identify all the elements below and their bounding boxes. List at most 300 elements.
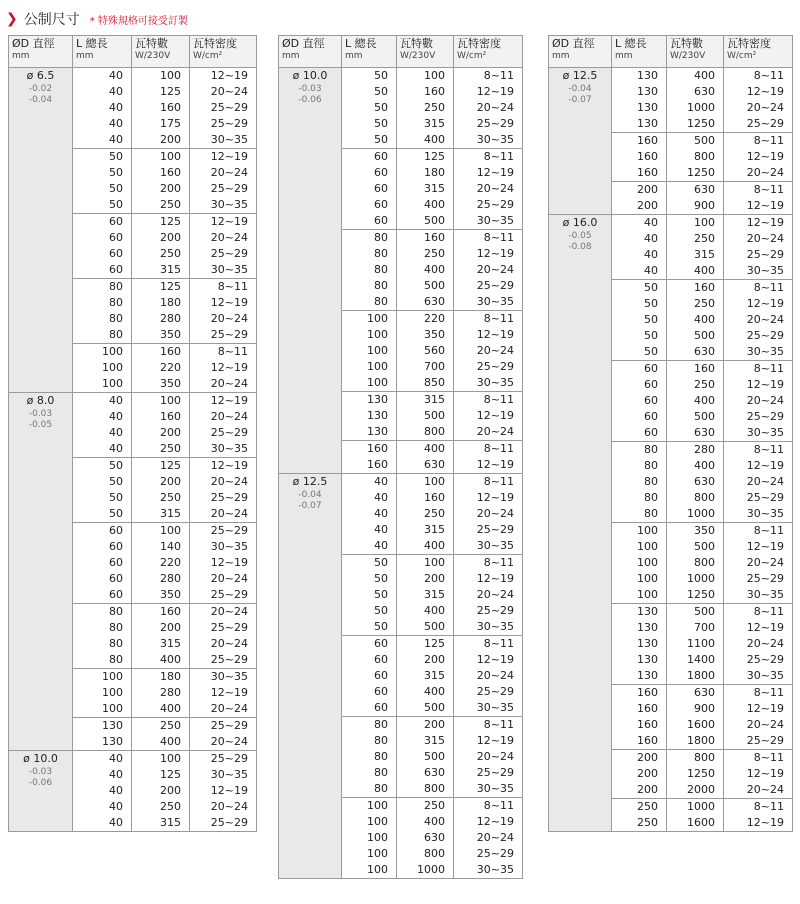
length-value: 60 [342, 700, 397, 717]
wattage-value: 400 [667, 312, 724, 328]
length-value: 60 [612, 361, 667, 378]
diameter-value: ø 16.0 [562, 216, 598, 229]
wattage-value: 1600 [667, 717, 724, 733]
density-value: 12~19 [454, 84, 523, 100]
length-value: 130 [612, 652, 667, 668]
wattage-value: 180 [397, 165, 454, 181]
length-value: 100 [612, 587, 667, 604]
wattage-value: 400 [397, 684, 454, 700]
wattage-value: 250 [397, 100, 454, 116]
density-value: 20~24 [454, 587, 523, 603]
density-value: 20~24 [190, 799, 257, 815]
header-length-label: L 總長 [76, 37, 108, 50]
density-value: 20~24 [724, 312, 793, 328]
density-value: 12~19 [190, 783, 257, 799]
length-value: 130 [612, 68, 667, 85]
density-value: 8~11 [724, 799, 793, 816]
density-value: 25~29 [190, 815, 257, 832]
wattage-value: 160 [397, 84, 454, 100]
length-value: 80 [342, 246, 397, 262]
length-value: 60 [73, 262, 132, 279]
density-value: 20~24 [190, 165, 257, 181]
wattage-value: 250 [397, 506, 454, 522]
density-value: 30~35 [190, 669, 257, 686]
wattage-value: 1800 [667, 733, 724, 750]
length-value: 40 [612, 215, 667, 232]
length-value: 100 [73, 685, 132, 701]
density-value: 20~24 [190, 636, 257, 652]
density-value: 25~29 [724, 247, 793, 263]
header-length-unit: mm [76, 51, 94, 61]
length-value: 100 [73, 344, 132, 361]
length-value: 130 [612, 84, 667, 100]
density-value: 12~19 [454, 733, 523, 749]
wattage-value: 500 [667, 539, 724, 555]
density-value: 20~24 [454, 830, 523, 846]
length-value: 40 [342, 506, 397, 522]
length-value: 160 [612, 701, 667, 717]
density-value: 8~11 [724, 133, 793, 150]
wattage-value: 400 [397, 814, 454, 830]
density-value: 12~19 [190, 555, 257, 571]
header-density-label: 瓦特密度 [193, 37, 237, 50]
wattage-value: 700 [397, 359, 454, 375]
tolerance-lower: -0.07 [568, 95, 592, 105]
length-value: 100 [73, 669, 132, 686]
density-value: 8~11 [724, 604, 793, 621]
density-value: 25~29 [724, 733, 793, 750]
wattage-value: 200 [132, 474, 190, 490]
length-value: 50 [342, 100, 397, 116]
length-value: 50 [73, 181, 132, 197]
density-value: 25~29 [454, 359, 523, 375]
length-value: 50 [342, 68, 397, 85]
wattage-value: 160 [132, 604, 190, 621]
density-value: 25~29 [190, 246, 257, 262]
length-value: 60 [342, 165, 397, 181]
diameter-cell [9, 68, 73, 393]
header-diameter-unit: mm [282, 51, 300, 61]
diameter-value: ø 6.5 [26, 69, 55, 82]
length-value: 80 [73, 327, 132, 344]
wattage-value: 100 [132, 68, 190, 85]
wattage-value: 350 [667, 523, 724, 540]
density-value: 30~35 [454, 132, 523, 149]
wattage-value: 630 [397, 457, 454, 474]
length-value: 80 [342, 765, 397, 781]
header-length-unit: mm [345, 51, 363, 61]
length-value: 80 [73, 636, 132, 652]
wattage-value: 250 [667, 377, 724, 393]
density-value: 12~19 [454, 814, 523, 830]
length-value: 50 [342, 619, 397, 636]
tolerance-lower: -0.06 [28, 778, 53, 788]
length-value: 80 [342, 230, 397, 247]
length-value: 40 [73, 441, 132, 458]
density-value: 20~24 [190, 84, 257, 100]
wattage-value: 400 [132, 701, 190, 718]
density-value: 30~35 [724, 668, 793, 685]
length-value: 60 [342, 149, 397, 166]
wattage-value: 125 [132, 214, 190, 231]
wattage-value: 1250 [667, 165, 724, 182]
wattage-value: 500 [667, 604, 724, 621]
wattage-value: 280 [132, 571, 190, 587]
wattage-value: 160 [667, 361, 724, 378]
header-diameter-unit: mm [12, 51, 30, 61]
length-value: 50 [73, 197, 132, 214]
wattage-value: 800 [667, 555, 724, 571]
diameter-cell [9, 393, 73, 751]
wattage-value: 125 [397, 636, 454, 653]
density-value: 8~11 [724, 280, 793, 297]
density-value: 30~35 [190, 262, 257, 279]
wattage-value: 160 [132, 409, 190, 425]
wattage-value: 160 [132, 100, 190, 116]
density-value: 20~24 [724, 555, 793, 571]
length-value: 40 [612, 231, 667, 247]
length-value: 250 [612, 815, 667, 832]
density-value: 20~24 [190, 230, 257, 246]
density-value: 12~19 [724, 539, 793, 555]
length-value: 60 [73, 571, 132, 587]
custom-order-note: * 特殊規格可接受訂製 [89, 15, 188, 27]
header-wattage-unit: W/230V [135, 51, 171, 61]
wattage-value: 630 [397, 765, 454, 781]
wattage-value: 400 [667, 393, 724, 409]
wattage-value: 125 [132, 279, 190, 296]
wattage-value: 280 [132, 311, 190, 327]
density-value: 12~19 [454, 246, 523, 262]
length-value: 130 [612, 604, 667, 621]
wattage-value: 200 [132, 783, 190, 799]
header-diameter [549, 36, 612, 68]
length-value: 60 [342, 213, 397, 230]
wattage-value: 400 [667, 68, 724, 85]
wattage-value: 800 [397, 781, 454, 798]
length-value: 100 [612, 571, 667, 587]
wattage-value: 200 [132, 425, 190, 441]
density-value: 8~11 [454, 636, 523, 653]
wattage-value: 350 [397, 327, 454, 343]
length-value: 130 [342, 408, 397, 424]
length-value: 80 [342, 781, 397, 798]
density-value: 25~29 [454, 684, 523, 700]
wattage-value: 800 [667, 750, 724, 767]
wattage-value: 1600 [667, 815, 724, 832]
diameter-cell [9, 751, 73, 832]
wattage-value: 800 [397, 846, 454, 862]
wattage-value: 800 [667, 490, 724, 506]
tolerance-upper: -0.04 [298, 490, 322, 500]
density-value: 12~19 [190, 214, 257, 231]
wattage-value: 315 [132, 636, 190, 652]
density-value: 20~24 [190, 311, 257, 327]
density-value: 25~29 [724, 652, 793, 668]
wattage-value: 250 [397, 246, 454, 262]
header-density-unit: W/cm² [457, 51, 487, 61]
density-value: 20~24 [190, 376, 257, 393]
length-value: 40 [73, 393, 132, 410]
wattage-value: 200 [132, 620, 190, 636]
density-value: 12~19 [190, 458, 257, 475]
header-wattage-label: 瓦特數 [135, 37, 168, 50]
density-value: 30~35 [190, 539, 257, 555]
length-value: 250 [612, 799, 667, 816]
density-value: 8~11 [454, 555, 523, 572]
density-value: 12~19 [724, 377, 793, 393]
wattage-value: 630 [667, 182, 724, 199]
length-value: 50 [342, 116, 397, 132]
header-wattage-label: 瓦特數 [400, 37, 433, 50]
header-density [724, 36, 793, 68]
wattage-value: 500 [397, 619, 454, 636]
length-value: 60 [73, 246, 132, 262]
density-value: 12~19 [724, 84, 793, 100]
wattage-value: 900 [667, 198, 724, 215]
density-value: 25~29 [190, 523, 257, 540]
length-value: 100 [342, 343, 397, 359]
header-length [342, 36, 397, 68]
wattage-value: 100 [397, 474, 454, 491]
length-value: 60 [73, 523, 132, 540]
density-value: 20~24 [190, 409, 257, 425]
density-value: 25~29 [190, 181, 257, 197]
table-row [279, 474, 523, 491]
wattage-value: 1000 [667, 799, 724, 816]
density-value: 20~24 [724, 100, 793, 116]
length-value: 130 [612, 100, 667, 116]
density-value: 25~29 [724, 490, 793, 506]
length-value: 130 [612, 620, 667, 636]
tolerance-lower: -0.04 [28, 95, 53, 105]
density-value: 30~35 [454, 213, 523, 230]
length-value: 60 [612, 409, 667, 425]
length-value: 40 [73, 815, 132, 832]
density-value: 20~24 [454, 100, 523, 116]
header-wattage [132, 36, 190, 68]
length-value: 60 [612, 393, 667, 409]
density-value: 20~24 [724, 782, 793, 799]
wattage-value: 1000 [667, 571, 724, 587]
length-value: 50 [73, 506, 132, 523]
density-value: 25~29 [190, 425, 257, 441]
length-value: 100 [342, 359, 397, 375]
wattage-value: 160 [397, 490, 454, 506]
table-row [549, 68, 793, 85]
wattage-value: 350 [132, 376, 190, 393]
wattage-value: 900 [667, 701, 724, 717]
length-value: 100 [342, 846, 397, 862]
density-value: 30~35 [190, 441, 257, 458]
density-value: 8~11 [454, 441, 523, 458]
density-value: 8~11 [724, 523, 793, 540]
length-value: 40 [73, 783, 132, 799]
length-value: 200 [612, 182, 667, 199]
header-diameter [279, 36, 342, 68]
length-value: 40 [73, 799, 132, 815]
wattage-value: 350 [132, 327, 190, 344]
density-value: 25~29 [724, 409, 793, 425]
length-value: 80 [73, 604, 132, 621]
length-value: 100 [342, 375, 397, 392]
wattage-value: 500 [397, 700, 454, 717]
length-value: 100 [342, 830, 397, 846]
wattage-value: 630 [667, 685, 724, 702]
wattage-value: 160 [132, 165, 190, 181]
density-value: 12~19 [454, 652, 523, 668]
density-value: 30~35 [190, 197, 257, 214]
length-value: 60 [73, 230, 132, 246]
diameter-cell [279, 474, 342, 879]
page-title: 公制尺寸 [23, 12, 80, 28]
wattage-value: 1250 [667, 116, 724, 133]
density-value: 25~29 [190, 116, 257, 132]
density-value: 25~29 [190, 751, 257, 768]
density-value: 8~11 [454, 68, 523, 85]
length-value: 40 [612, 263, 667, 280]
length-value: 80 [612, 490, 667, 506]
length-value: 130 [73, 734, 132, 751]
length-value: 60 [342, 181, 397, 197]
wattage-value: 2000 [667, 782, 724, 799]
density-value: 20~24 [190, 571, 257, 587]
tolerance-lower: -0.06 [298, 95, 322, 105]
density-value: 25~29 [724, 328, 793, 344]
density-value: 25~29 [454, 116, 523, 132]
header-wattage [667, 36, 724, 68]
diameter-value: ø 10.0 [292, 69, 328, 82]
wattage-value: 500 [397, 278, 454, 294]
wattage-value: 160 [397, 230, 454, 247]
density-value: 20~24 [190, 604, 257, 621]
header-wattage-unit: W/230V [400, 51, 436, 61]
length-value: 50 [342, 555, 397, 572]
wattage-value: 250 [132, 197, 190, 214]
density-value: 8~11 [454, 230, 523, 247]
density-value: 12~19 [190, 149, 257, 166]
length-value: 160 [612, 165, 667, 182]
wattage-value: 1000 [667, 506, 724, 523]
density-value: 30~35 [454, 700, 523, 717]
length-value: 100 [73, 376, 132, 393]
length-value: 100 [342, 798, 397, 815]
wattage-value: 400 [397, 441, 454, 458]
length-value: 60 [612, 425, 667, 442]
length-value: 80 [73, 652, 132, 669]
tolerance-upper: -0.03 [28, 767, 53, 777]
density-value: 25~29 [454, 197, 523, 213]
density-value: 8~11 [454, 474, 523, 491]
wattage-value: 315 [397, 181, 454, 197]
wattage-value: 1000 [397, 862, 454, 879]
tolerance-upper: -0.03 [28, 409, 53, 419]
density-value: 20~24 [190, 701, 257, 718]
length-value: 100 [342, 327, 397, 343]
wattage-value: 180 [132, 669, 190, 686]
table-row [9, 68, 257, 85]
length-value: 80 [342, 278, 397, 294]
length-value: 60 [342, 636, 397, 653]
density-value: 25~29 [190, 327, 257, 344]
header-wattage-unit: W/230V [670, 51, 706, 61]
header-density [190, 36, 257, 68]
density-value: 12~19 [724, 149, 793, 165]
wattage-value: 400 [132, 652, 190, 669]
diameter-value: ø 10.0 [23, 752, 58, 765]
density-value: 20~24 [724, 636, 793, 652]
length-value: 40 [73, 84, 132, 100]
density-value: 20~24 [454, 668, 523, 684]
density-value: 12~19 [724, 215, 793, 232]
section-header [6, 8, 188, 30]
length-value: 60 [342, 668, 397, 684]
density-value: 25~29 [190, 100, 257, 116]
wattage-value: 200 [132, 132, 190, 149]
density-value: 8~11 [454, 149, 523, 166]
wattage-value: 315 [397, 392, 454, 409]
wattage-value: 200 [397, 571, 454, 587]
length-value: 80 [342, 733, 397, 749]
length-value: 50 [73, 149, 132, 166]
wattage-value: 100 [397, 68, 454, 85]
length-value: 130 [73, 718, 132, 735]
length-value: 40 [73, 409, 132, 425]
wattage-value: 315 [667, 247, 724, 263]
table-row [279, 68, 523, 85]
length-value: 50 [342, 587, 397, 603]
length-value: 50 [612, 312, 667, 328]
wattage-value: 315 [132, 262, 190, 279]
length-value: 80 [342, 717, 397, 734]
density-value: 20~24 [724, 165, 793, 182]
density-value: 12~19 [190, 685, 257, 701]
length-value: 160 [612, 733, 667, 750]
wattage-value: 850 [397, 375, 454, 392]
length-value: 40 [73, 751, 132, 768]
table-row [549, 215, 793, 232]
tolerance-lower: -0.05 [28, 420, 53, 430]
length-value: 130 [612, 116, 667, 133]
length-value: 50 [342, 571, 397, 587]
wattage-value: 100 [132, 523, 190, 540]
length-value: 80 [342, 294, 397, 311]
table-row [9, 393, 257, 410]
density-value: 20~24 [190, 506, 257, 523]
length-value: 80 [612, 474, 667, 490]
length-value: 40 [73, 100, 132, 116]
density-value: 30~35 [454, 619, 523, 636]
wattage-value: 1250 [667, 766, 724, 782]
wattage-value: 500 [397, 213, 454, 230]
wattage-value: 1000 [667, 100, 724, 116]
wattage-value: 250 [132, 718, 190, 735]
table-row [9, 751, 257, 768]
header-diameter-unit: mm [552, 51, 570, 61]
density-value: 8~11 [190, 344, 257, 361]
density-value: 8~11 [724, 442, 793, 459]
density-value: 25~29 [454, 278, 523, 294]
length-value: 50 [342, 603, 397, 619]
density-value: 30~35 [724, 587, 793, 604]
density-value: 12~19 [724, 766, 793, 782]
wattage-value: 400 [397, 132, 454, 149]
density-value: 8~11 [190, 279, 257, 296]
diameter-value: ø 12.5 [562, 69, 598, 82]
header-diameter-label: ØD 直徑 [282, 37, 325, 50]
diameter-cell [279, 68, 342, 474]
diameter-cell [549, 68, 612, 215]
